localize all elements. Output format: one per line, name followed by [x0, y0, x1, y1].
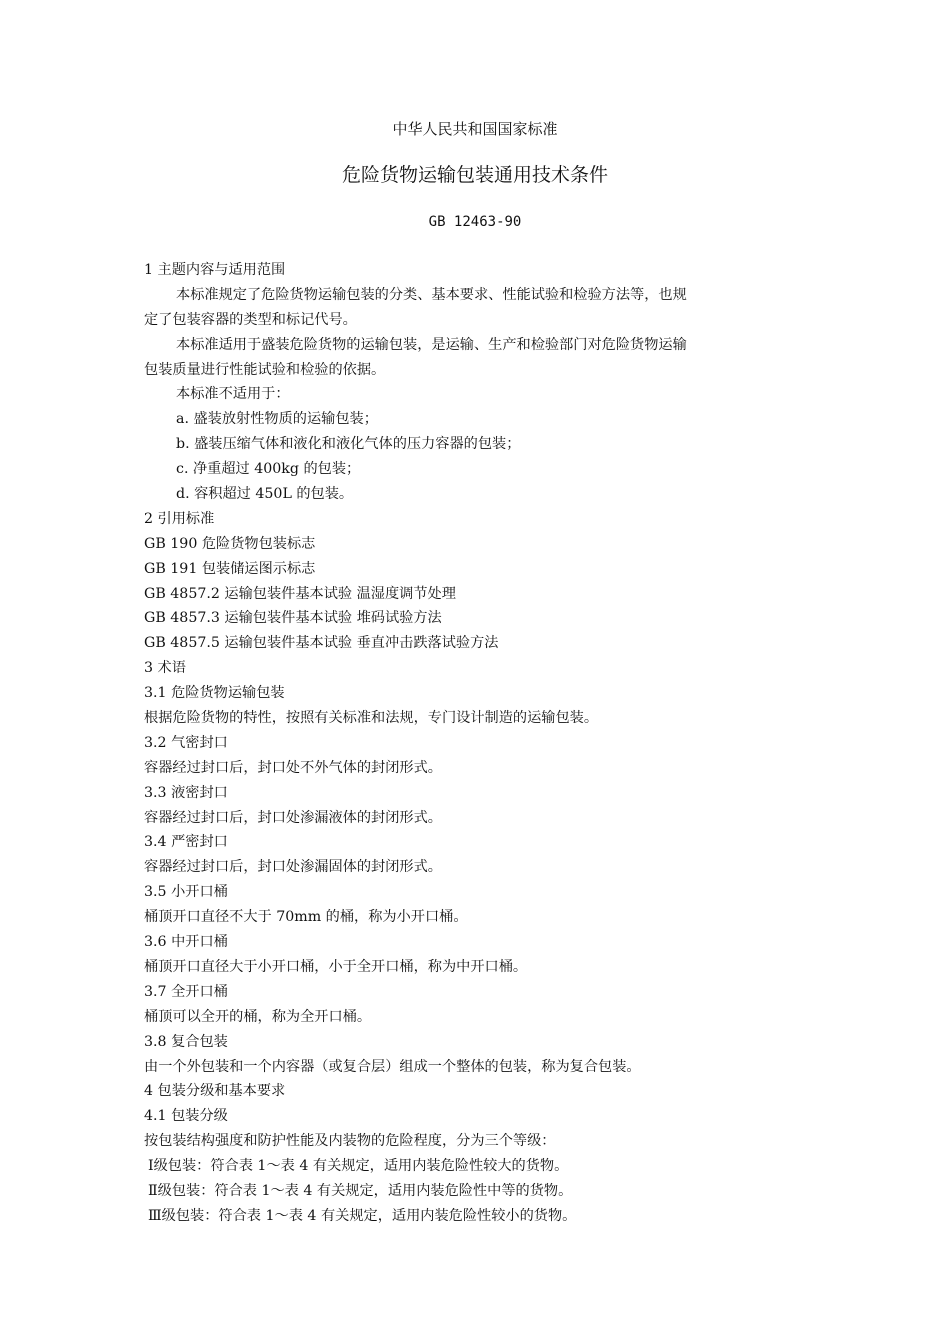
section-heading: 3.6 中开口桶	[144, 934, 228, 951]
list-item: b. 盛装压缩气体和液化和液化气体的压力容器的包装；	[176, 436, 521, 453]
paragraph-line: 容器经过封口后，封口处渗漏液体的封闭形式。	[144, 809, 442, 826]
list-item: d. 容积超过 450L 的包装。	[176, 486, 354, 503]
paragraph-line: GB 4857.2 运输包装件基本试验 温湿度调节处理	[144, 585, 456, 602]
paragraph-line: GB 4857.3 运输包装件基本试验 堆码试验方法	[144, 610, 442, 627]
paragraph-line: 容器经过封口后，封口处渗漏固体的封闭形式。	[144, 859, 442, 876]
standard-code: GB 12463-90	[428, 214, 522, 230]
section-heading: 4 包装分级和基本要求	[144, 1083, 286, 1100]
paragraph-line: 桶顶可以全开的桶，称为全开口桶。	[144, 1008, 372, 1025]
paragraph-line: 容器经过封口后，封口处不外气体的封闭形式。	[144, 759, 442, 776]
paragraph-line: 由一个外包装和一个内容器（或复合层）组成一个整体的包装，称为复合包装。	[144, 1058, 641, 1075]
national-standard-label: 中华人民共和国国家标准	[392, 120, 558, 138]
list-item: c. 净重超过 400kg 的包装；	[176, 461, 361, 478]
paragraph-line: GB 191 包装储运图示标志	[144, 560, 316, 577]
paragraph-line: GB 4857.5 运输包装件基本试验 垂直冲击跌落试验方法	[144, 635, 499, 652]
paragraph-line-indented: 本标准不适用于：	[176, 386, 290, 403]
paragraph-line: 桶顶开口直径不大于 70mm 的桶，称为小开口桶。	[144, 909, 468, 926]
document-body	[144, 258, 756, 1229]
section-heading: 3 术语	[144, 660, 186, 677]
paragraph-line: GB 190 危险货物包装标志	[144, 535, 316, 552]
section-heading: 3.5 小开口桶	[144, 884, 228, 901]
section-heading: 3.4 严密封口	[144, 834, 228, 851]
paragraph-line: 定了包装容器的类型和标记代号。	[144, 311, 357, 328]
section-heading: 3.8 复合包装	[144, 1033, 228, 1050]
section-heading: 3.7 全开口桶	[144, 983, 228, 1000]
paragraph-line-indented: 本标准规定了危险货物运输包装的分类、基本要求、性能试验和检验方法等，也规	[176, 286, 687, 303]
section-heading: 1 主题内容与适用范围	[144, 262, 286, 278]
section-heading: 2 引用标准	[144, 510, 215, 527]
grade-line: Ⅲ级包装：符合表 1～表 4 有关规定，适用内装危险性较小的货物。	[148, 1207, 577, 1224]
grade-line: Ⅱ级包装：符合表 1～表 4 有关规定，适用内装危险性中等的货物。	[148, 1182, 573, 1199]
paragraph-line: 根据危险货物的特性，按照有关标准和法规，专门设计制造的运输包装。	[144, 710, 599, 727]
section-heading: 3.3 液密封口	[144, 784, 228, 801]
paragraph-line: 桶顶开口直径大于小开口桶，小于全开口桶，称为中开口桶。	[144, 958, 528, 975]
paragraph-line: 按包装结构强度和防护性能及内装物的危险程度，分为三个等级：	[144, 1133, 556, 1150]
document-title: 危险货物运输包装通用技术条件	[341, 164, 608, 186]
section-heading: 3.2 气密封口	[144, 734, 228, 751]
paragraph-line-indented: 本标准适用于盛装危险货物的运输包装，是运输、生产和检验部门对危险货物运输	[176, 336, 687, 353]
section-heading: 4.1 包装分级	[144, 1108, 228, 1125]
section-heading: 3.1 危险货物运输包装	[144, 685, 285, 702]
list-item: a. 盛装放射性物质的运输包装；	[176, 411, 378, 428]
paragraph-line: 包装质量进行性能试验和检验的依据。	[144, 361, 386, 378]
grade-line: Ⅰ级包装：符合表 1～表 4 有关规定，适用内装危险性较大的货物。	[148, 1158, 569, 1175]
